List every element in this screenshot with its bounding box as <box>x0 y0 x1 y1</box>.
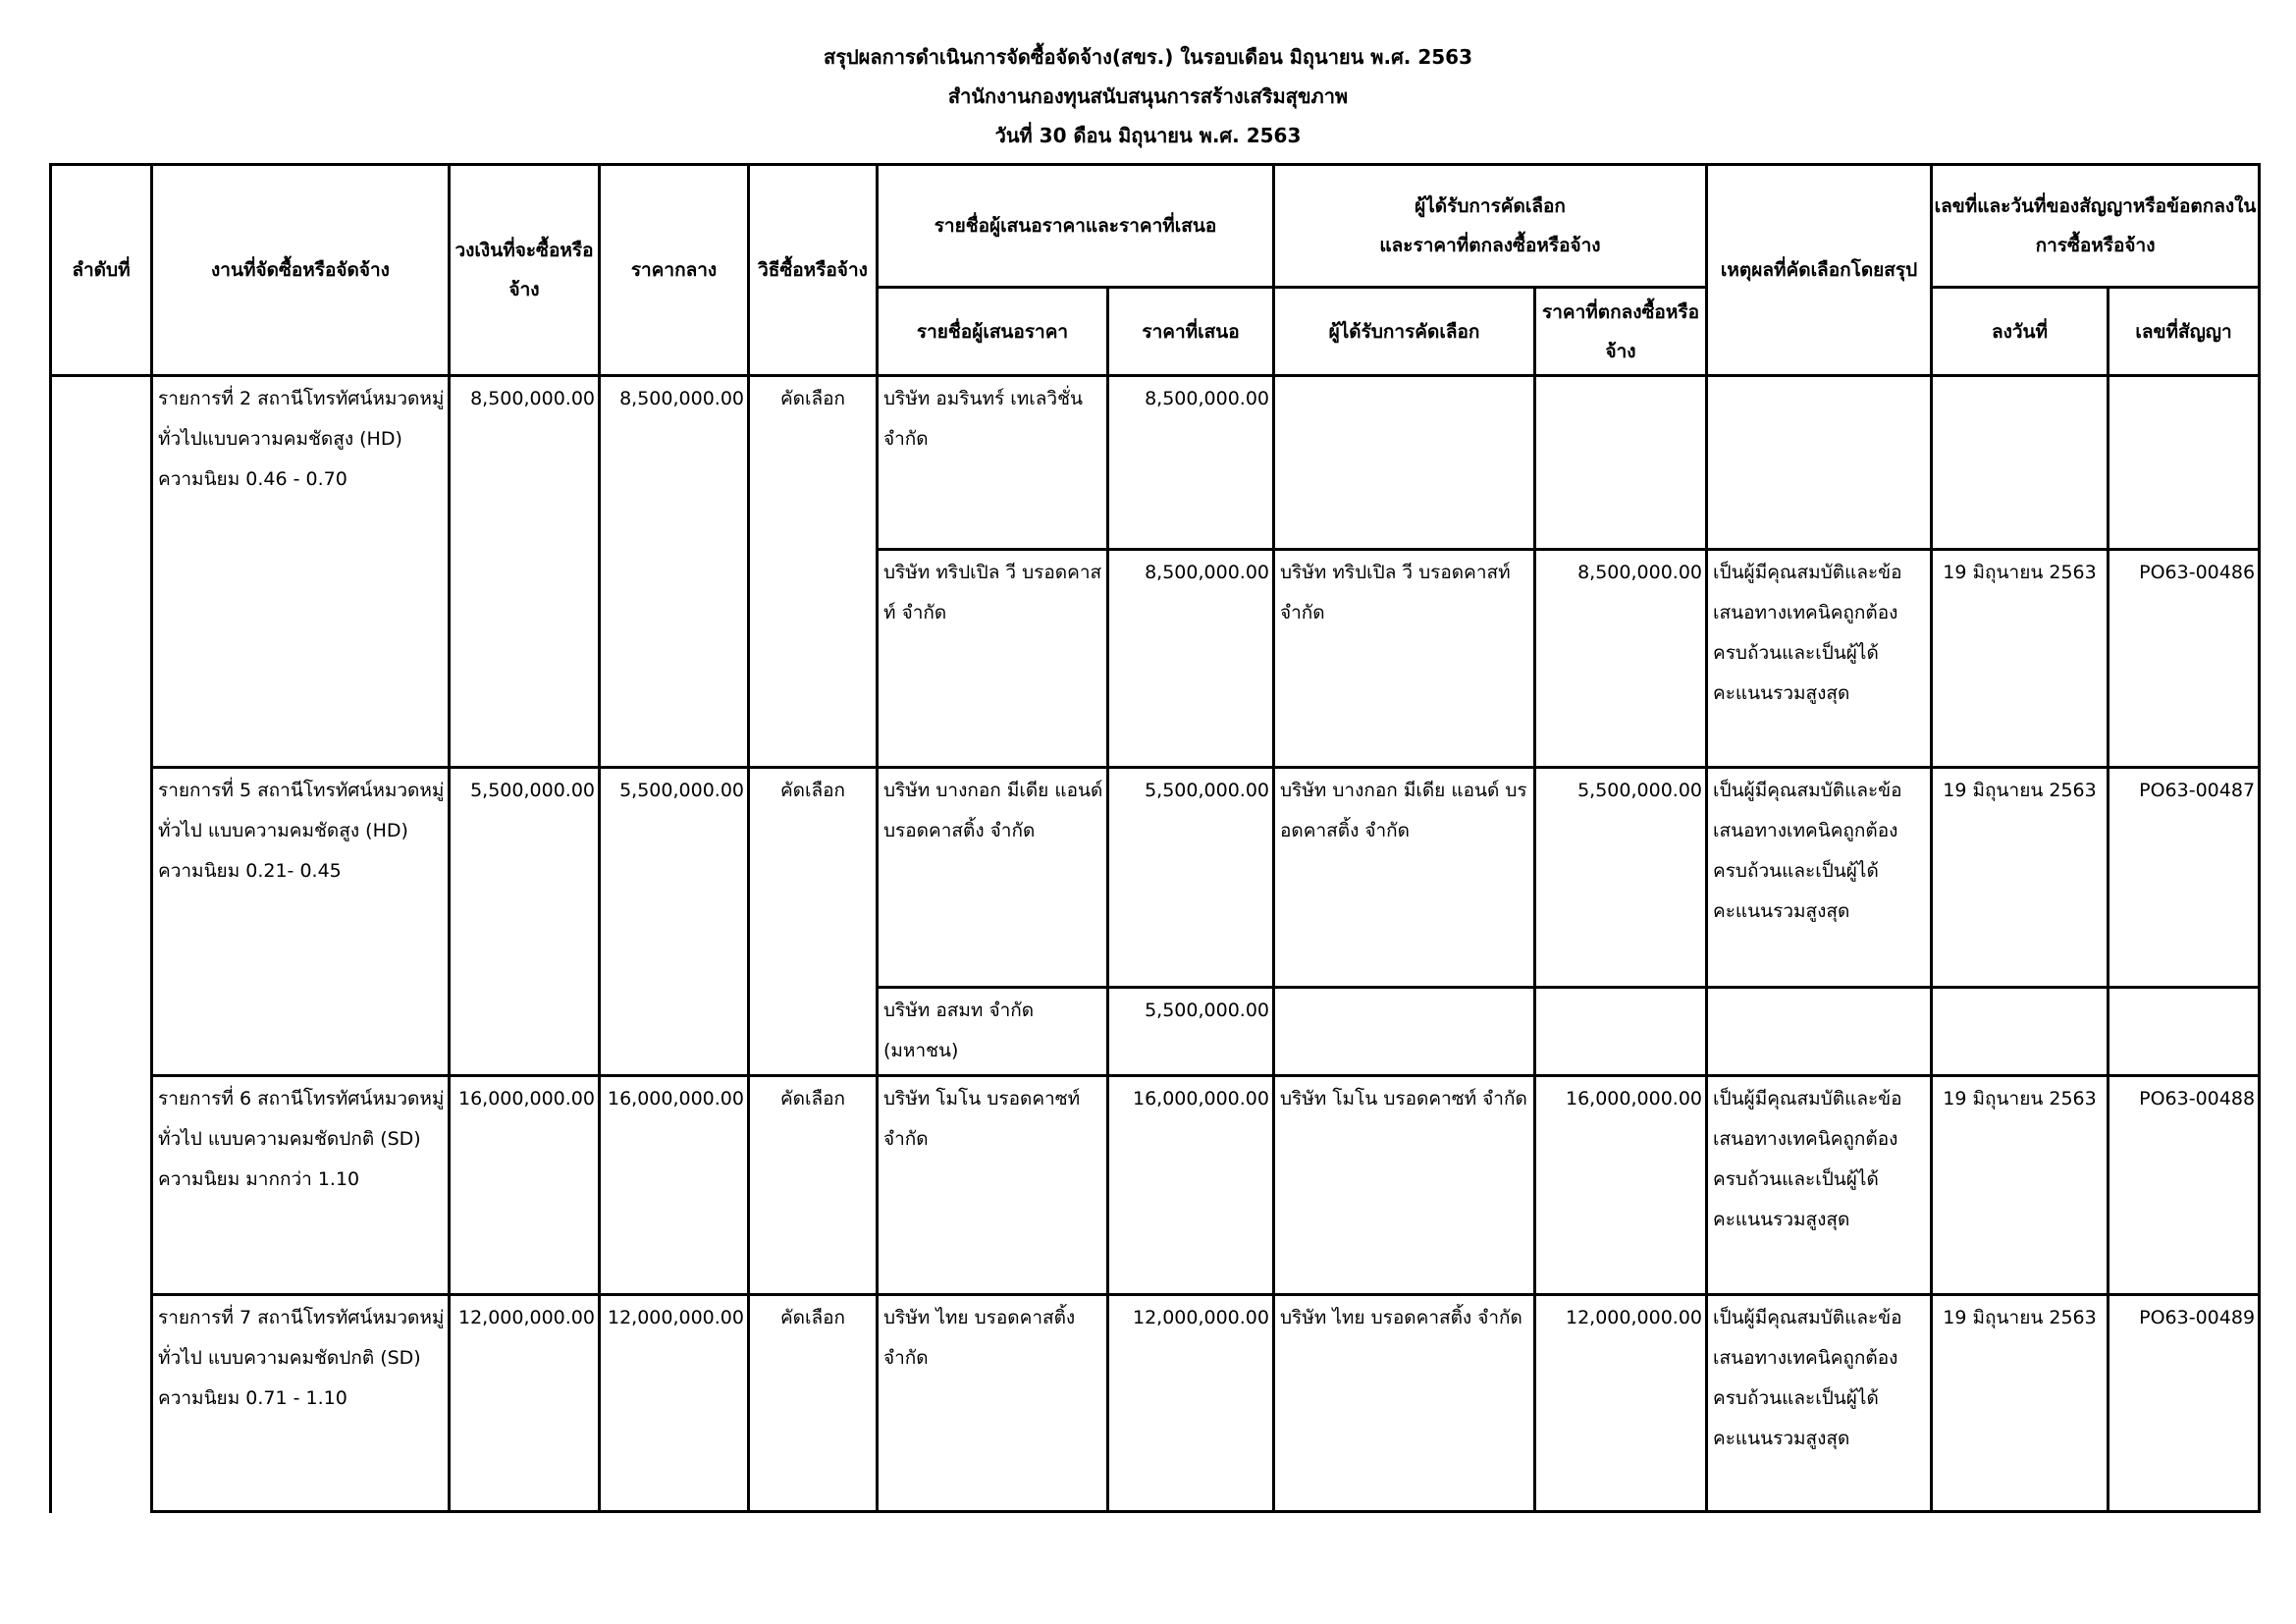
work-cell: รายการที่ 7 สถานีโทรทัศน์หมวดหมู่ทั่วไป แบบความคมชัดปกติ (SD) ความนิยม 0.71 - 1.10 <box>152 1295 450 1513</box>
document-date: วันที่ 30 ดือน มิถุนายน พ.ศ. 2563 <box>994 124 1302 147</box>
seq-cell <box>51 376 152 1513</box>
bid-price-cell: 5,500,000.00 <box>1108 988 1274 1076</box>
median-cell: 8,500,000.00 <box>600 376 749 768</box>
reason-cell: เป็นผู้มีคุณสมบัติและข้อเสนอทางเทคนิคถูกต้องครบถ้วนและเป็นผู้ได้คะแนนรวมสูงสุด <box>1707 550 1932 768</box>
bid-price-cell: 5,500,000.00 <box>1108 768 1274 988</box>
header-reason: เหตุผลที่คัดเลือกโดยสรุป <box>1707 165 1932 376</box>
reason-cell: เป็นผู้มีคุณสมบัติและข้อเสนอทางเทคนิคถูกต้องครบถ้วนและเป็นผู้ได้คะแนนรวมสูงสุด <box>1707 768 1932 988</box>
bidder-cell: บริษัท ไทย บรอดคาสติ้ง จำกัด <box>878 1295 1108 1513</box>
work-cell: รายการที่ 2 สถานีโทรทัศน์หมวดหมู่ทั่วไปแบบความคมชัดสูง (HD) ความนิยม 0.46 - 0.70 <box>152 376 450 768</box>
budget-cell: 16,000,000.00 <box>450 1076 600 1295</box>
agreed-price-cell: 16,000,000.00 <box>1535 1076 1707 1295</box>
procurement-table <box>49 163 2261 1513</box>
sign-date-cell: 19 มิถุนายน 2563 <box>1932 1076 2109 1295</box>
work-cell: รายการที่ 5 สถานีโทรทัศน์หมวดหมู่ทั่วไป แบบความคมชัดสูง (HD) ความนิยม 0.21- 0.45 <box>152 768 450 1076</box>
contract-no-cell: PO63-00486 <box>2109 550 2260 768</box>
contract-no-cell <box>2109 376 2260 550</box>
reason-cell: เป็นผู้มีคุณสมบัติและข้อเสนอทางเทคนิคถูกต้องครบถ้วนและเป็นผู้ได้คะแนนรวมสูงสุด <box>1707 1076 1932 1295</box>
selected-cell: บริษัท ทริปเปิล วี บรอดคาสท์ จำกัด <box>1274 550 1535 768</box>
method-cell: คัดเลือก <box>749 1076 878 1295</box>
contract-no-cell: PO63-00488 <box>2109 1076 2260 1295</box>
document-title-block <box>0 37 2296 155</box>
header-bid-price: ราคาที่เสนอ <box>1108 288 1274 376</box>
contract-no-cell: PO63-00489 <box>2109 1295 2260 1513</box>
bidder-cell: บริษัท โมโน บรอดคาซท์ จำกัด <box>878 1076 1108 1295</box>
median-cell: 12,000,000.00 <box>600 1295 749 1513</box>
median-cell: 16,000,000.00 <box>600 1076 749 1295</box>
selected-cell <box>1274 376 1535 550</box>
work-cell: รายการที่ 6 สถานีโทรทัศน์หมวดหมู่ทั่วไป แบบความคมชัดปกติ (SD) ความนิยม มากกว่า 1.10 <box>152 1076 450 1295</box>
agreed-price-cell: 8,500,000.00 <box>1535 550 1707 768</box>
bidder-cell: บริษัท ทริปเปิล วี บรอดคาสท์ จำกัด <box>878 550 1108 768</box>
agreed-price-cell <box>1535 988 1707 1076</box>
header-bidders-group: รายชื่อผู้เสนอราคาและราคาที่เสนอ <box>878 165 1274 288</box>
sign-date-cell: 19 มิถุนายน 2563 <box>1932 1295 2109 1513</box>
method-cell: คัดเลือก <box>749 1295 878 1513</box>
bid-price-cell: 8,500,000.00 <box>1108 376 1274 550</box>
selected-cell: บริษัท โมโน บรอดคาซท์ จำกัด <box>1274 1076 1535 1295</box>
header-contract-no: เลขที่สัญญา <box>2109 288 2260 376</box>
header-method: วิธีซื้อหรือจ้าง <box>749 165 878 376</box>
header-sign-date: ลงวันที่ <box>1932 288 2109 376</box>
bid-price-cell: 8,500,000.00 <box>1108 550 1274 768</box>
sign-date-cell: 19 มิถุนายน 2563 <box>1932 768 2109 988</box>
contract-no-cell: PO63-00487 <box>2109 768 2260 988</box>
bidder-cell: บริษัท บางกอก มีเดีย แอนด์ บรอดคาสติ้ง จำกัด <box>878 768 1108 988</box>
reason-cell <box>1707 376 1932 550</box>
budget-cell: 5,500,000.00 <box>450 768 600 1076</box>
header-selected-group <box>1274 165 1707 288</box>
selected-cell <box>1274 988 1535 1076</box>
header-median: ราคากลาง <box>600 165 749 376</box>
header-agreed-price: ราคาที่ตกลงซื้อหรือจ้าง <box>1535 288 1707 376</box>
selected-cell: บริษัท บางกอก มีเดีย แอนด์ บรอดคาสติ้ง จำกัด <box>1274 768 1535 988</box>
bidder-cell: บริษัท อมรินทร์ เทเลวิชั่น จำกัด <box>878 376 1108 550</box>
table-row <box>51 768 2260 988</box>
table-row <box>51 1295 2260 1513</box>
selected-cell: บริษัท ไทย บรอดคาสติ้ง จำกัด <box>1274 1295 1535 1513</box>
bid-price-cell: 16,000,000.00 <box>1108 1076 1274 1295</box>
header-seq: ลำดับที่ <box>51 165 152 376</box>
bidder-cell: บริษัท อสมท จำกัด (มหาชน) <box>878 988 1108 1076</box>
header-contract-group: เลขที่และวันที่ของสัญญาหรือข้อตกลงในการซื้อหรือจ้าง <box>1932 165 2260 288</box>
header-selected-group-line2: และราคาที่ตกลงซื้อหรือจ้าง <box>1379 235 1601 256</box>
header-work: งานที่จัดซื้อหรือจัดจ้าง <box>152 165 450 376</box>
table-bottom-border <box>150 1510 2258 1513</box>
sign-date-cell: 19 มิถุนายน 2563 <box>1932 550 2109 768</box>
header-selected-group-line1: ผู้ได้รับการคัดเลือก <box>1415 195 1566 217</box>
agreed-price-cell: 5,500,000.00 <box>1535 768 1707 988</box>
budget-cell: 8,500,000.00 <box>450 376 600 768</box>
method-cell: คัดเลือก <box>749 376 878 768</box>
document-title: สรุปผลการดำเนินการจัดซื้อจัดจ้าง(สขร.) ในรอบเดือน มิถุนายน พ.ศ. 2563 <box>824 45 1472 69</box>
reason-cell <box>1707 988 1932 1076</box>
contract-no-cell <box>2109 988 2260 1076</box>
table-row <box>51 376 2260 550</box>
median-cell: 5,500,000.00 <box>600 768 749 1076</box>
table-row <box>51 1076 2260 1295</box>
bid-price-cell: 12,000,000.00 <box>1108 1295 1274 1513</box>
header-selected-name: ผู้ได้รับการคัดเลือก <box>1274 288 1535 376</box>
reason-cell: เป็นผู้มีคุณสมบัติและข้อเสนอทางเทคนิคถูกต้องครบถ้วนและเป็นผู้ได้คะแนนรวมสูงสุด <box>1707 1295 1932 1513</box>
header-budget: วงเงินที่จะซื้อหรือจ้าง <box>450 165 600 376</box>
agreed-price-cell: 12,000,000.00 <box>1535 1295 1707 1513</box>
agreed-price-cell <box>1535 376 1707 550</box>
budget-cell: 12,000,000.00 <box>450 1295 600 1513</box>
sign-date-cell <box>1932 988 2109 1076</box>
organization-name: สำนักงานกองทุนสนับสนุนการสร้างเสริมสุขภาพ <box>947 84 1349 108</box>
sign-date-cell <box>1932 376 2109 550</box>
method-cell: คัดเลือก <box>749 768 878 1076</box>
header-bidder-name: รายชื่อผู้เสนอราคา <box>878 288 1108 376</box>
